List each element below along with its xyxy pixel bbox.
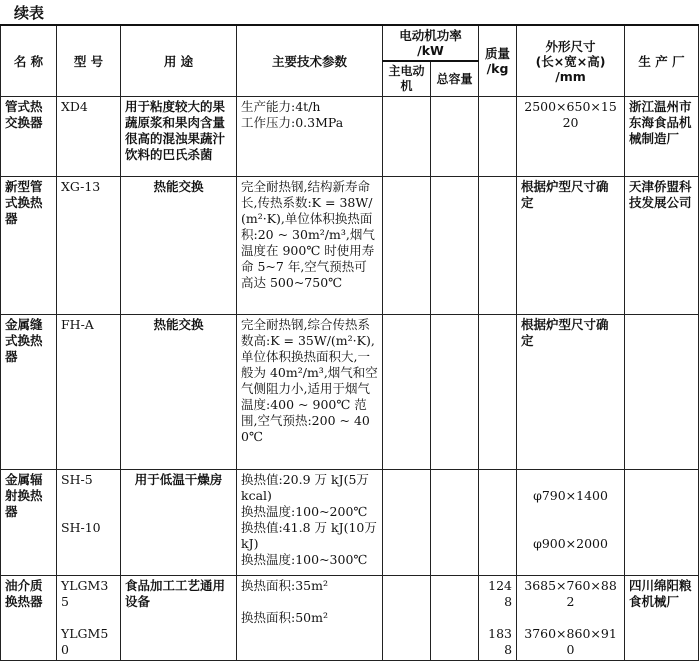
cell-mass bbox=[479, 470, 517, 576]
cell-params: 完全耐热钢,综合传热系数高:K = 35W/(m²·K),单位体积换热面积大,一般为 40m²/m³,烟气和空气侧阻力小,适用于烟气温度:400 ~ 900℃ 范围,空气预热:200 ~ 400℃ bbox=[237, 315, 383, 470]
header-mass: 质量 /kg bbox=[479, 25, 517, 97]
size-line-1: 3685×760×882 bbox=[524, 578, 617, 609]
cell-use: 食品加工工艺通用设备 bbox=[121, 576, 237, 661]
cell-size: 根据炉型尺寸确定 bbox=[517, 315, 625, 470]
table-caption: 续表 bbox=[14, 4, 45, 22]
table-row bbox=[1, 177, 699, 315]
mass-line-2: 1838 bbox=[488, 626, 513, 657]
cell-power-total bbox=[431, 315, 479, 470]
model-line-1: YLGM35 bbox=[61, 578, 109, 609]
cell-size bbox=[517, 470, 625, 576]
size-line-2: 3760×860×910 bbox=[524, 626, 617, 657]
table-row bbox=[1, 576, 699, 661]
size-line-1: φ790×1400 bbox=[533, 488, 608, 503]
cell-power-total bbox=[431, 97, 479, 177]
header-power: 电动机功率 /kW bbox=[383, 25, 479, 61]
cell-use: 用于粘度较大的果蔬原浆和果肉含量很高的混浊果蔬汁饮料的巴氏杀菌 bbox=[121, 97, 237, 177]
table-row bbox=[1, 315, 699, 470]
cell-power-main bbox=[383, 576, 431, 661]
params-line-1: 换热值:20.9 万 kJ(5万 kcal) 换热温度:100~200℃ bbox=[241, 472, 369, 519]
cell-maker bbox=[625, 315, 699, 470]
cell-mass bbox=[479, 576, 517, 661]
params-line-2: 换热面积:50m² bbox=[241, 610, 328, 625]
cell-maker bbox=[625, 470, 699, 576]
cell-model: XD4 bbox=[57, 97, 121, 177]
cell-params bbox=[237, 576, 383, 661]
cell-name: 油介质换热器 bbox=[1, 576, 57, 661]
cell-use: 热能交换 bbox=[121, 315, 237, 470]
cell-mass bbox=[479, 97, 517, 177]
cell-maker: 浙江温州市东海食品机械制造厂 bbox=[625, 97, 699, 177]
params-line-2: 换热值:41.8 万 kJ(10万 kJ) 换热温度:100~300℃ bbox=[241, 520, 377, 567]
cell-power-total bbox=[431, 576, 479, 661]
cell-params: 完全耐热钢,结构新寿命长,传热系数:K = 38W/(m²·K),单位体积换热面积:20 ~ 30m²/m³,烟气温度在 900℃ 时使用寿命 5~7 年,空气预热可高达 500~750℃ bbox=[237, 177, 383, 315]
cell-power-total bbox=[431, 470, 479, 576]
cell-params: 生产能力:4t/h 工作压力:0.3MPa bbox=[237, 97, 383, 177]
cell-name: 管式热交换器 bbox=[1, 97, 57, 177]
cell-model bbox=[57, 576, 121, 661]
cell-name: 金属缝式换热器 bbox=[1, 315, 57, 470]
params-line-1: 换热面积:35m² bbox=[241, 578, 328, 593]
cell-model bbox=[57, 470, 121, 576]
header-params: 主要技术参数 bbox=[237, 25, 383, 97]
table-row bbox=[1, 470, 699, 576]
model-line-2: SH-10 bbox=[61, 520, 101, 535]
cell-model: XG-13 bbox=[57, 177, 121, 315]
model-line-2: YLGM50 bbox=[61, 626, 109, 657]
mass-line-1: 1248 bbox=[488, 578, 513, 609]
size-line-2: φ900×2000 bbox=[533, 536, 608, 551]
table-row bbox=[1, 97, 699, 177]
header-size: 外形尺寸 (长×宽×高) /mm bbox=[517, 25, 625, 97]
cell-name: 金属辐射换热器 bbox=[1, 470, 57, 576]
header-power-main: 主电动机 bbox=[383, 61, 431, 97]
cell-size: 根据炉型尺寸确定 bbox=[517, 177, 625, 315]
cell-power-main bbox=[383, 470, 431, 576]
header-use: 用 途 bbox=[121, 25, 237, 97]
cell-maker: 四川绵阳粮食机械厂 bbox=[625, 576, 699, 661]
cell-power-total bbox=[431, 177, 479, 315]
header-maker: 生 产 厂 bbox=[625, 25, 699, 97]
cell-maker: 天津侨盟科技发展公司 bbox=[625, 177, 699, 315]
header-model: 型 号 bbox=[57, 25, 121, 97]
cell-mass bbox=[479, 315, 517, 470]
cell-model: FH-A bbox=[57, 315, 121, 470]
model-line-1: SH-5 bbox=[61, 472, 93, 487]
cell-size bbox=[517, 576, 625, 661]
header-name: 名 称 bbox=[1, 25, 57, 97]
cell-size: 2500×650×1520 bbox=[517, 97, 625, 177]
cell-name: 新型管式换热器 bbox=[1, 177, 57, 315]
cell-use: 用于低温干燥房 bbox=[121, 470, 237, 576]
cell-power-main bbox=[383, 177, 431, 315]
cell-power-main bbox=[383, 315, 431, 470]
header-power-total: 总容量 bbox=[431, 61, 479, 97]
cell-mass bbox=[479, 177, 517, 315]
cell-power-main bbox=[383, 97, 431, 177]
cell-params bbox=[237, 470, 383, 576]
cell-use: 热能交换 bbox=[121, 177, 237, 315]
equipment-table bbox=[0, 24, 699, 661]
